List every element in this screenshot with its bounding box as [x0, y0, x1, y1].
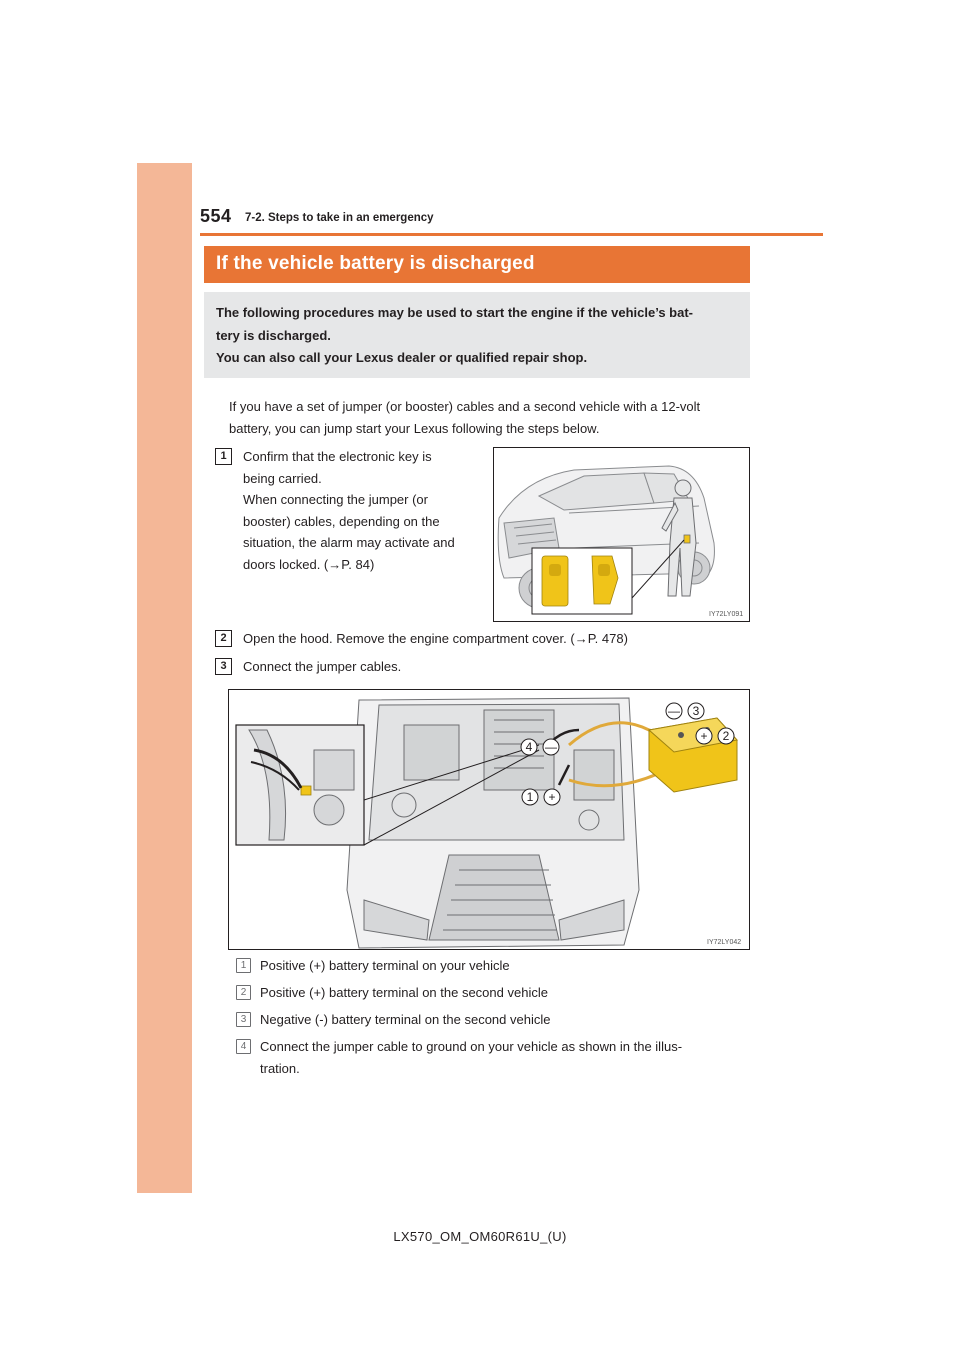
body-line: battery, you can jump start your Lexus following the steps below.	[229, 421, 600, 436]
step-line: doors locked. (→P. 84)	[243, 556, 375, 572]
callout-4: 4	[525, 740, 533, 754]
legend-line: tration.	[260, 1061, 300, 1076]
callout-3: 3	[692, 704, 700, 718]
step-2-text: Open the hood. Remove the engine compartment cover. (→P. 478)	[243, 631, 628, 646]
car-and-person-illustration	[494, 448, 750, 622]
jumper-cable-figure	[228, 689, 750, 950]
step-line: being carried.	[243, 470, 322, 486]
title-band	[204, 246, 750, 283]
legend-text-4	[260, 1036, 750, 1080]
step-1-badge: 1	[215, 448, 232, 465]
legend-text-3: Negative (-) battery terminal on the second vehicle	[260, 1012, 551, 1027]
step-line: Confirm that the electronic key is	[243, 449, 432, 464]
legend-line: Connect the jumper cable to ground on your vehicle as shown in the illus-	[260, 1039, 683, 1054]
legend-text-2: Positive (+) battery terminal on the second vehicle	[260, 985, 548, 1000]
legend-badge-3: 3	[236, 1012, 251, 1027]
step-line: booster) cables, depending on the	[243, 513, 440, 529]
intro-text	[216, 302, 744, 370]
step-line: situation, the alarm may activate and	[243, 535, 455, 550]
callout-minus-4: —	[545, 740, 557, 754]
callout-plus-2: +	[700, 729, 708, 743]
callout-minus-3: —	[668, 704, 680, 718]
legend-badge-2: 2	[236, 985, 251, 1000]
header-rule	[200, 233, 823, 236]
callout-plus-1: +	[548, 790, 556, 804]
fig-code-1: IY72LY091	[709, 611, 744, 618]
legend-badge-4: 4	[236, 1039, 251, 1054]
body-paragraph	[229, 396, 749, 440]
step-3-badge: 3	[215, 658, 232, 675]
footer-doc-code: LX570_OM_OM60R61U_(U)	[393, 1229, 567, 1244]
section-heading: 7-2. Steps to take in an emergency	[245, 212, 434, 224]
step-2-badge: 2	[215, 630, 232, 647]
side-tab-bar	[137, 163, 192, 1193]
callout-1: 1	[526, 790, 534, 804]
fig-code-2: IY72LY042	[707, 939, 742, 946]
page-title: If the vehicle battery is discharged	[216, 253, 535, 274]
body-line: If you have a set of jumper (or booster) cables and a second vehicle with a 12-volt	[229, 399, 701, 414]
engine-bay-illustration	[229, 690, 750, 950]
intro-line: The following procedures may be used to start the engine if the vehicle’s bat-	[216, 305, 693, 320]
intro-line: You can also call your Lexus dealer or qualified repair shop.	[216, 350, 588, 365]
intro-box	[204, 292, 750, 378]
legend-badge-1: 1	[236, 958, 251, 973]
step-3-text: Connect the jumper cables.	[243, 659, 402, 674]
key-figure	[493, 447, 750, 622]
callout-2: 2	[722, 729, 730, 743]
step-line: When connecting the jumper (or	[243, 492, 428, 507]
step-1-text	[243, 446, 479, 575]
legend-text-1: Positive (+) battery terminal on your vehicle	[260, 958, 510, 973]
page-number: 554	[200, 206, 232, 226]
intro-line: tery is discharged.	[216, 327, 331, 343]
